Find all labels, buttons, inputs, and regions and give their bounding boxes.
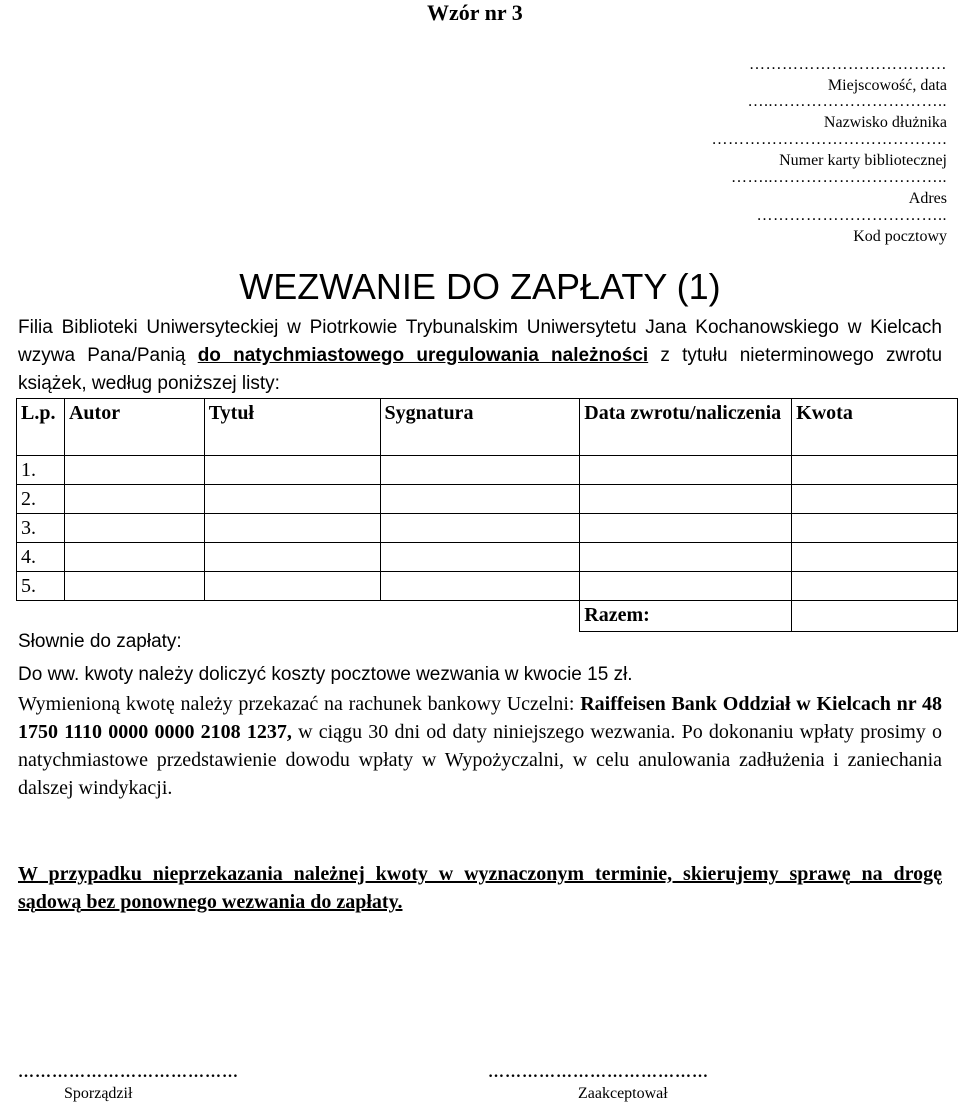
cell [380, 456, 580, 485]
cell [380, 514, 580, 543]
form-number: Wzór nr 3 [427, 0, 523, 25]
amount-in-words-label: Słownie do zapłaty: [18, 631, 182, 652]
cell [204, 572, 380, 601]
cell [580, 543, 792, 572]
table-row [17, 572, 958, 601]
cell [580, 456, 792, 485]
address-label: Adres [908, 190, 947, 207]
cell [380, 485, 580, 514]
cell [204, 543, 380, 572]
legal-warning: W przypadku nieprzekazania należnej kwoty w wyznaczonym terminie, skierujemy sprawę na drogę sądową bez ponownego wezwania do zapłaty. [18, 863, 942, 913]
document-title: WEZWANIE DO ZAPŁATY (1) [239, 266, 721, 307]
total-amount [792, 601, 958, 632]
postal-code-dots: …………………………….. [756, 207, 947, 224]
row-number: 3. [17, 514, 65, 543]
row-number: 2. [17, 485, 65, 514]
prepared-by-dots: ………………………………… [18, 1064, 239, 1081]
bank-account: Raiffeisen Bank Oddział w Kielcach nr 48 1750 1110 0000 0000 2108 1237, [18, 693, 943, 743]
cell [64, 572, 204, 601]
cell [64, 514, 204, 543]
total-row [17, 601, 958, 632]
cell [792, 572, 958, 601]
cell [380, 543, 580, 572]
payment-text: Wymienioną kwotę należy przekazać na rachunek bankowy Uczelni: [18, 693, 575, 715]
table-row [17, 456, 958, 485]
table-header-row [17, 399, 958, 456]
place-date-label: Miejscowość, data [827, 77, 947, 94]
row-number: 5. [17, 572, 65, 601]
postal-code-label: Kod pocztowy [853, 228, 947, 245]
row-number: 4. [17, 543, 65, 572]
cell [580, 514, 792, 543]
cell [580, 572, 792, 601]
col-date: Data zwrotu/naliczenia [580, 399, 792, 456]
cell [64, 543, 204, 572]
col-lp: L.p. [17, 399, 65, 456]
library-card-dots: ……………………………………. [711, 131, 947, 148]
approved-by-dots: ………………………………… [488, 1064, 709, 1081]
cell [64, 456, 204, 485]
cell [792, 543, 958, 572]
table-row [17, 514, 958, 543]
cell [64, 485, 204, 514]
intro-text: Filia Biblioteki Uniwersyteckiej w Piotrkowie Trybunalskim Uniwersytetu Jana Kochanowskiego w Kielcach wzywa Pana/Panią [18, 317, 942, 366]
total-label: Razem: [580, 601, 792, 632]
cell [380, 572, 580, 601]
postage-note: Do ww. kwoty należy doliczyć koszty pocztowe wezwania w kwocie 15 zł. [18, 664, 633, 685]
library-card-label: Numer karty bibliotecznej [779, 152, 947, 169]
cell [380, 601, 580, 632]
prepared-by-label: Sporządził [64, 1085, 133, 1102]
cell [792, 485, 958, 514]
cell [580, 485, 792, 514]
cell [17, 601, 65, 632]
approved-by-label: Zaakceptował [578, 1085, 668, 1102]
cell [204, 514, 380, 543]
intro-paragraph [18, 314, 942, 398]
books-table [16, 398, 958, 632]
cell [792, 514, 958, 543]
cell [204, 485, 380, 514]
col-author: Autor [64, 399, 204, 456]
debtor-name-label: Nazwisko dłużnika [823, 114, 947, 131]
place-date-dots: ……………………………… [749, 56, 947, 73]
cell [792, 456, 958, 485]
table-row [17, 543, 958, 572]
table-row [17, 485, 958, 514]
col-title: Tytuł [204, 399, 380, 456]
address-dots: ……..………………………….. [731, 169, 947, 186]
cell [64, 601, 204, 632]
debtor-name-dots: …..………………………….. [747, 93, 947, 110]
payment-text-end: w ciągu 30 dni od daty niniejszego wezwania. Po dokonaniu wpłaty prosimy o natychmiastowe przedstawienie dowodu wpłaty w Wypożyczalni, w celu anulowania zadłużenia i zaniechania dalszej windykacji. [18, 721, 943, 799]
col-amount: Kwota [792, 399, 958, 456]
payment-paragraph [18, 690, 942, 802]
intro-emphasis: do natychmiastowego uregulowania należności [197, 345, 649, 366]
cell [204, 601, 380, 632]
cell [204, 456, 380, 485]
col-signature: Sygnatura [380, 399, 580, 456]
intro-text-end: z tytułu nieterminowego zwrotu książek, według poniższej listy: [18, 345, 943, 394]
row-number: 1. [17, 456, 65, 485]
